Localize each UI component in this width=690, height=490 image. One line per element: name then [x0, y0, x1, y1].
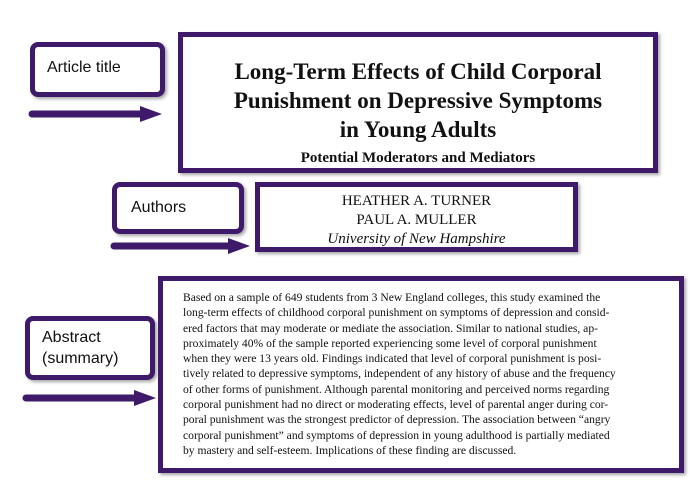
- article-subtitle: Potential Moderators and Mediators: [300, 150, 536, 166]
- label-abstract-text-2: (summary): [42, 350, 119, 367]
- abstract-box: [158, 276, 684, 473]
- arrow-right-icon: [22, 388, 162, 408]
- abstract-line: ered factors that may moderate or mediate the association. Similar to national studies, ap-: [183, 321, 598, 335]
- abstract-line: long-term effects of childhood corporal punishment on symptoms of depression and consid-: [183, 306, 610, 320]
- author-affiliation: University of New Hampshire: [327, 231, 506, 247]
- article-title-box: [178, 32, 658, 173]
- label-article-title: [30, 42, 165, 97]
- abstract-text: [183, 290, 661, 458]
- label-article-title-text: Article title: [47, 59, 121, 76]
- article-title-line-3: in Young Adults: [339, 117, 497, 142]
- abstract-line: poral punishment was the strongest predictor of depression. The association between “angry: [183, 413, 611, 427]
- label-authors-text: Authors: [131, 199, 187, 216]
- abstract-line: tively related to depressive symptoms, independent of any history of abuse and the frequency: [183, 367, 616, 381]
- article-title-line-2: Punishment on Depressive Symptoms: [233, 88, 603, 113]
- abstract-line: corporal punishment” and symptoms of depression in young adulthood is partially mediated: [183, 428, 610, 442]
- abstract-line: by mastery and self-esteem. Implications of these finding are discussed.: [183, 443, 517, 457]
- author-name-1: HEATHER A. TURNER: [341, 193, 492, 209]
- label-abstract: [25, 316, 155, 380]
- article-title-line-1: Long-Term Effects of Child Corporal: [234, 59, 602, 84]
- abstract-line: Based on a sample of 649 students from 3 New England colleges, this study examined the: [183, 291, 601, 304]
- label-abstract-text-1: Abstract: [42, 329, 101, 346]
- arrow-right-icon: [110, 236, 255, 256]
- label-authors: [112, 182, 244, 234]
- abstract-line: when they were 13 years old. Findings indicated that level of corporal punishment is posi-: [183, 352, 602, 366]
- abstract-line: corporal punishment had no direct or moderating effects, level of parental anger during cor-: [183, 398, 609, 412]
- arrow-right-icon: [28, 104, 168, 124]
- abstract-line: proximately 40% of the sample reported experiencing some level of corporal punishment: [183, 336, 597, 350]
- author-name-2: PAUL A. MULLER: [356, 212, 477, 228]
- abstract-line: of other forms of punishment. Although parental monitoring and perceived norms regarding: [183, 382, 610, 396]
- authors-box: [255, 182, 578, 252]
